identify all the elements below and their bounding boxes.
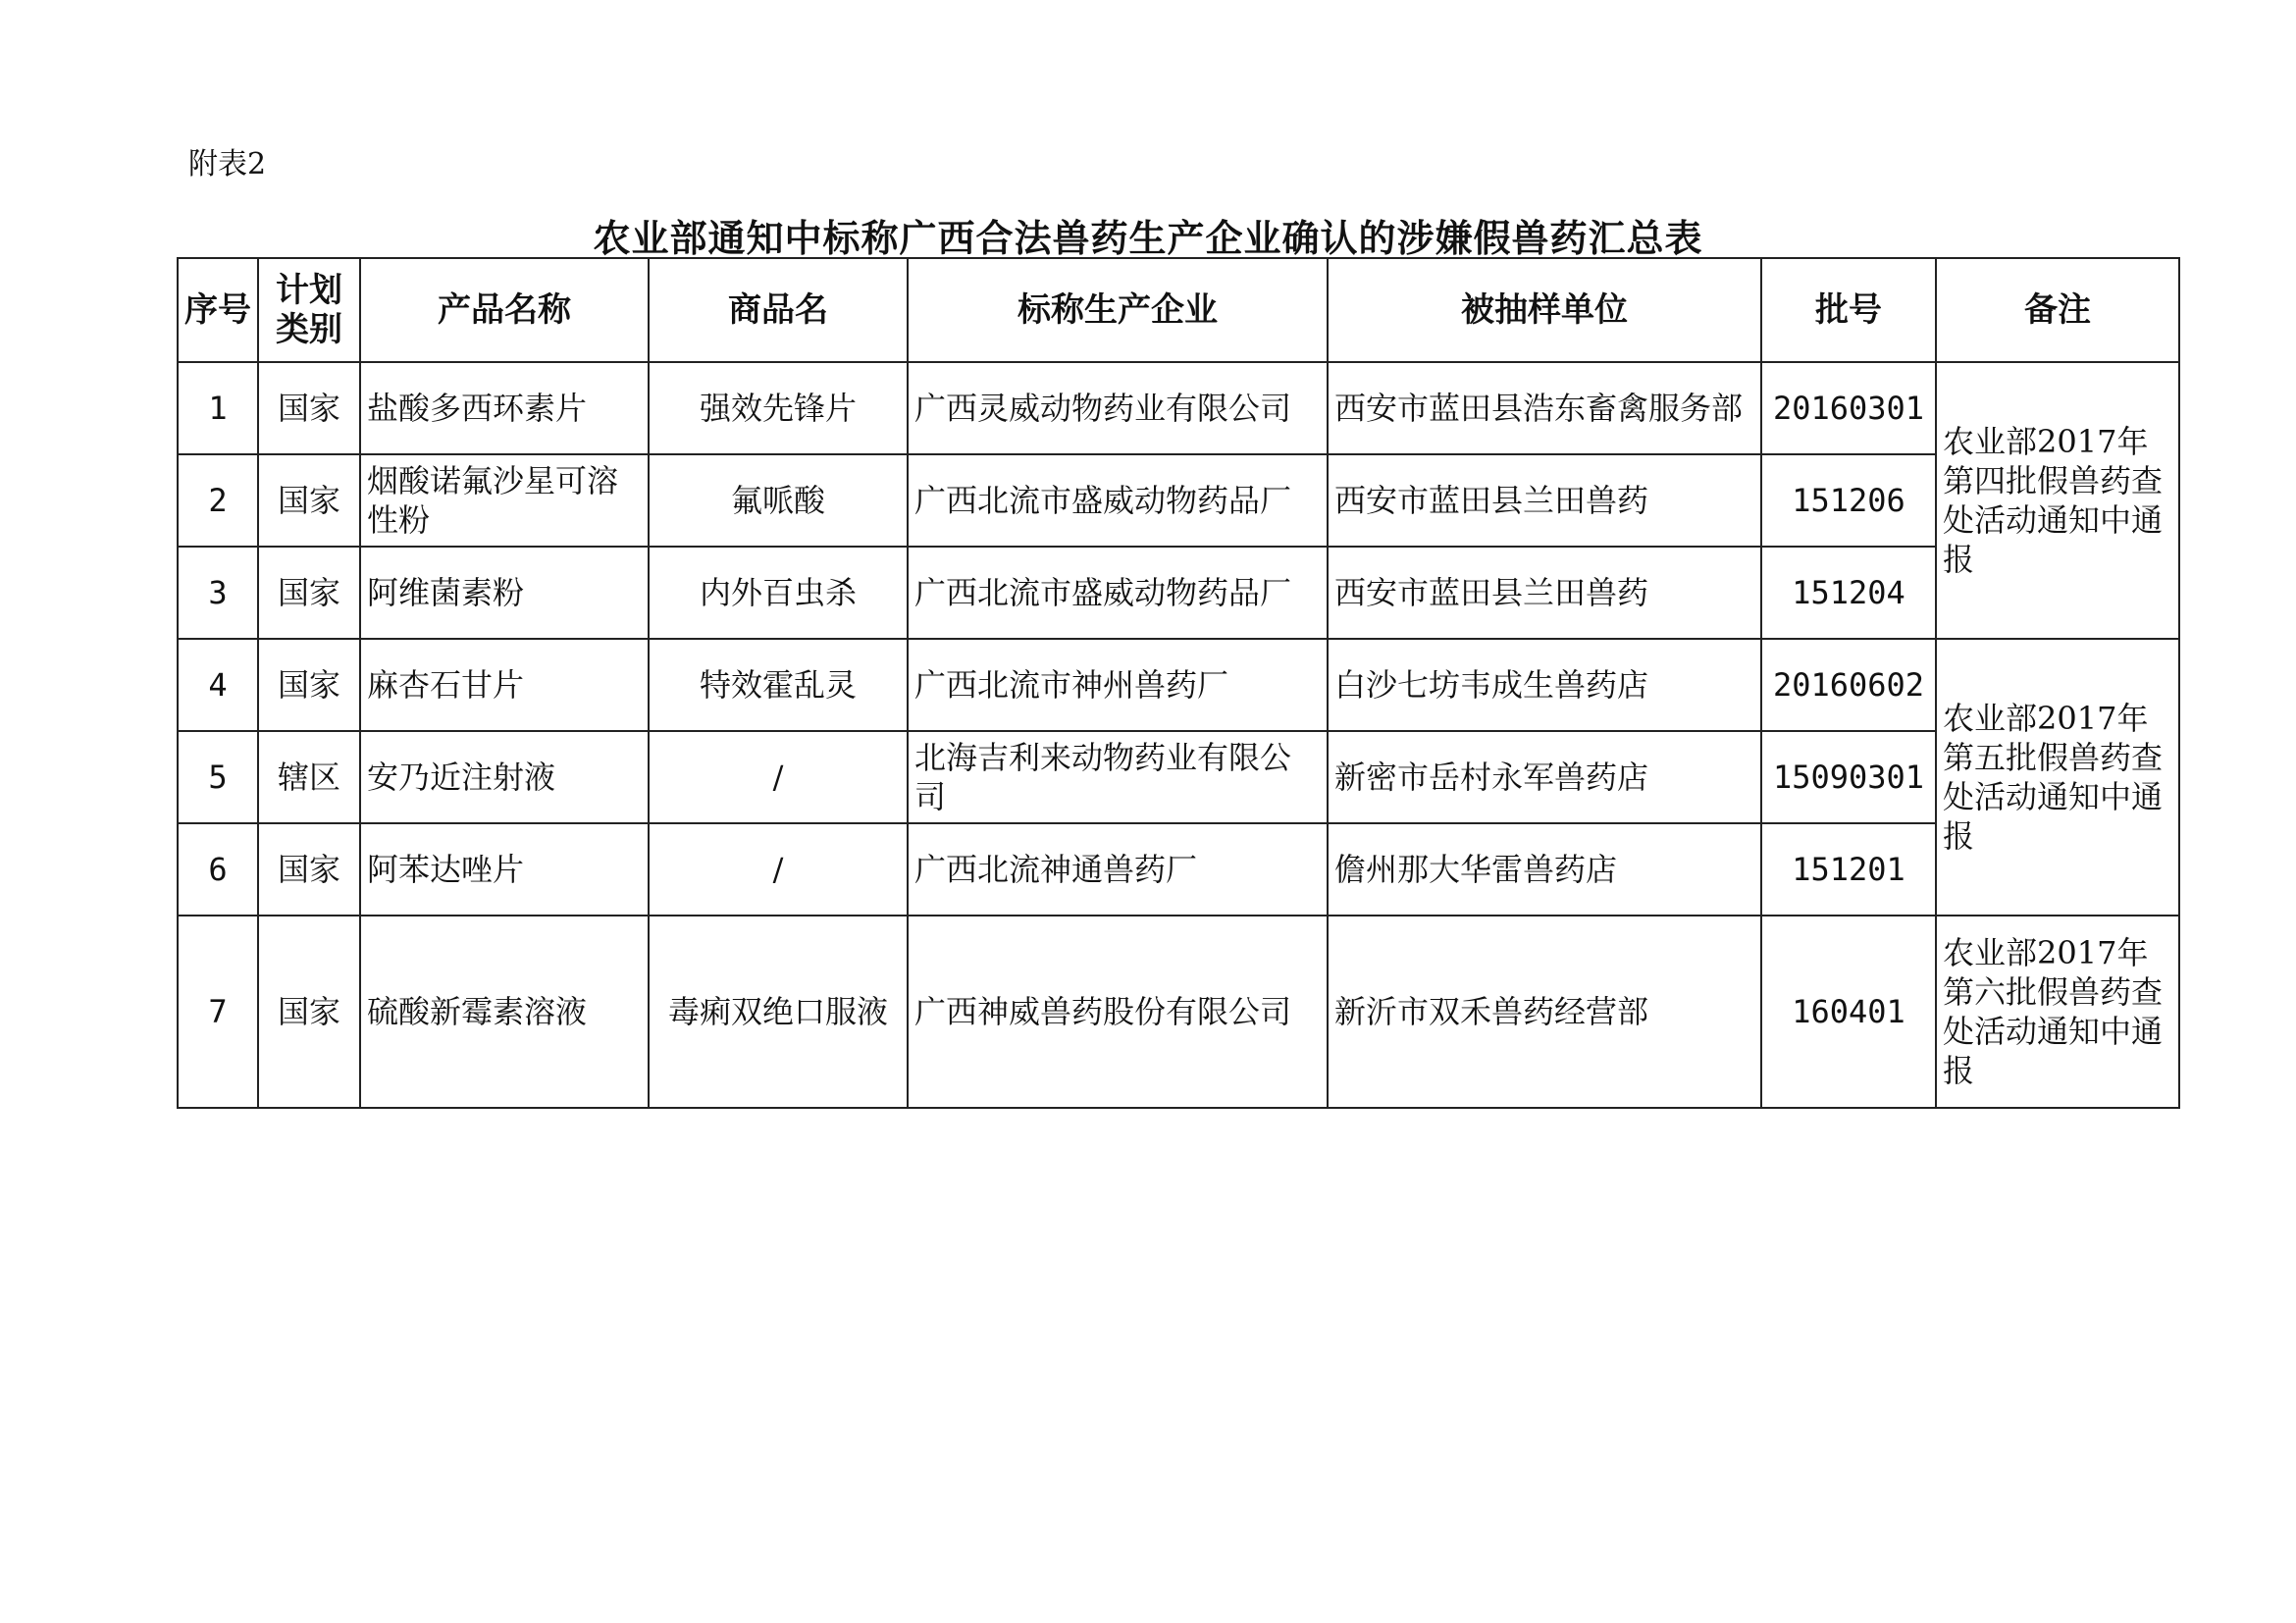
cell-batch-no: 151204	[1761, 547, 1936, 639]
cell-trade-name: 内外百虫杀	[649, 547, 908, 639]
header-remarks: 备注	[1936, 258, 2179, 362]
cell-plan-type: 国家	[258, 639, 360, 731]
cell-sampled-unit: 新沂市双禾兽药经营部	[1328, 916, 1761, 1108]
cell-sampled-unit: 新密市岳村永军兽药店	[1328, 731, 1761, 823]
cell-sampled-unit: 西安市蓝田县浩东畜禽服务部	[1328, 362, 1761, 454]
header-claimed-manufacturer: 标称生产企业	[908, 258, 1328, 362]
cell-product-name: 阿苯达唑片	[360, 823, 649, 916]
cell-product-name: 安乃近注射液	[360, 731, 649, 823]
header-sampled-unit: 被抽样单位	[1328, 258, 1761, 362]
cell-remarks: 农业部2017年第五批假兽药查处活动通知中通报	[1936, 639, 2179, 916]
cell-trade-name: 特效霍乱灵	[649, 639, 908, 731]
cell-plan-type: 国家	[258, 362, 360, 454]
cell-sampled-unit: 儋州那大华雷兽药店	[1328, 823, 1761, 916]
cell-seq: 5	[178, 731, 258, 823]
table-row	[178, 731, 2179, 823]
cell-batch-no: 20160602	[1761, 639, 1936, 731]
cell-batch-no: 20160301	[1761, 362, 1936, 454]
cell-trade-name: 强效先锋片	[649, 362, 908, 454]
table-header-row	[178, 258, 2179, 362]
cell-product-name: 阿维菌素粉	[360, 547, 649, 639]
cell-sampled-unit: 西安市蓝田县兰田兽药	[1328, 547, 1761, 639]
cell-claimed-manufacturer: 广西北流市盛威动物药品厂	[908, 547, 1328, 639]
header-plan-type: 计划类别	[258, 258, 360, 362]
cell-claimed-manufacturer: 广西北流市盛威动物药品厂	[908, 454, 1328, 547]
cell-batch-no: 15090301	[1761, 731, 1936, 823]
cell-remarks: 农业部2017年第六批假兽药查处活动通知中通报	[1936, 916, 2179, 1108]
cell-plan-type: 国家	[258, 823, 360, 916]
cell-sampled-unit: 白沙七坊韦成生兽药店	[1328, 639, 1761, 731]
cell-plan-type: 国家	[258, 916, 360, 1108]
cell-plan-type: 辖区	[258, 731, 360, 823]
header-product-name: 产品名称	[360, 258, 649, 362]
table-row	[178, 916, 2179, 1108]
cell-seq: 2	[178, 454, 258, 547]
cell-batch-no: 151201	[1761, 823, 1936, 916]
cell-product-name: 烟酸诺氟沙星可溶性粉	[360, 454, 649, 547]
table-row	[178, 547, 2179, 639]
cell-trade-name: 毒痢双绝口服液	[649, 916, 908, 1108]
table-row	[178, 454, 2179, 547]
table-row	[178, 362, 2179, 454]
cell-claimed-manufacturer: 北海吉利来动物药业有限公司	[908, 731, 1328, 823]
cell-sampled-unit: 西安市蓝田县兰田兽药	[1328, 454, 1761, 547]
cell-product-name: 硫酸新霉素溶液	[360, 916, 649, 1108]
attachment-label: 附表2	[188, 147, 267, 182]
cell-claimed-manufacturer: 广西灵威动物药业有限公司	[908, 362, 1328, 454]
table-row	[178, 639, 2179, 731]
cell-seq: 3	[178, 547, 258, 639]
header-seq: 序号	[178, 258, 258, 362]
header-trade-name: 商品名	[649, 258, 908, 362]
table-row	[178, 823, 2179, 916]
summary-table	[177, 257, 2180, 1109]
cell-batch-no: 151206	[1761, 454, 1936, 547]
cell-trade-name: 氟哌酸	[649, 454, 908, 547]
cell-trade-name: /	[649, 823, 908, 916]
cell-batch-no: 160401	[1761, 916, 1936, 1108]
cell-seq: 7	[178, 916, 258, 1108]
cell-seq: 1	[178, 362, 258, 454]
cell-claimed-manufacturer: 广西北流神通兽药厂	[908, 823, 1328, 916]
cell-remarks: 农业部2017年第四批假兽药查处活动通知中通报	[1936, 362, 2179, 639]
cell-seq: 6	[178, 823, 258, 916]
cell-product-name: 盐酸多西环素片	[360, 362, 649, 454]
cell-plan-type: 国家	[258, 547, 360, 639]
cell-seq: 4	[178, 639, 258, 731]
cell-claimed-manufacturer: 广西北流市神州兽药厂	[908, 639, 1328, 731]
cell-plan-type: 国家	[258, 454, 360, 547]
cell-product-name: 麻杏石甘片	[360, 639, 649, 731]
document-title: 农业部通知中标称广西合法兽药生产企业确认的涉嫌假兽药汇总表	[593, 216, 1703, 260]
header-batch-no: 批号	[1761, 258, 1936, 362]
cell-claimed-manufacturer: 广西神威兽药股份有限公司	[908, 916, 1328, 1108]
cell-trade-name: /	[649, 731, 908, 823]
